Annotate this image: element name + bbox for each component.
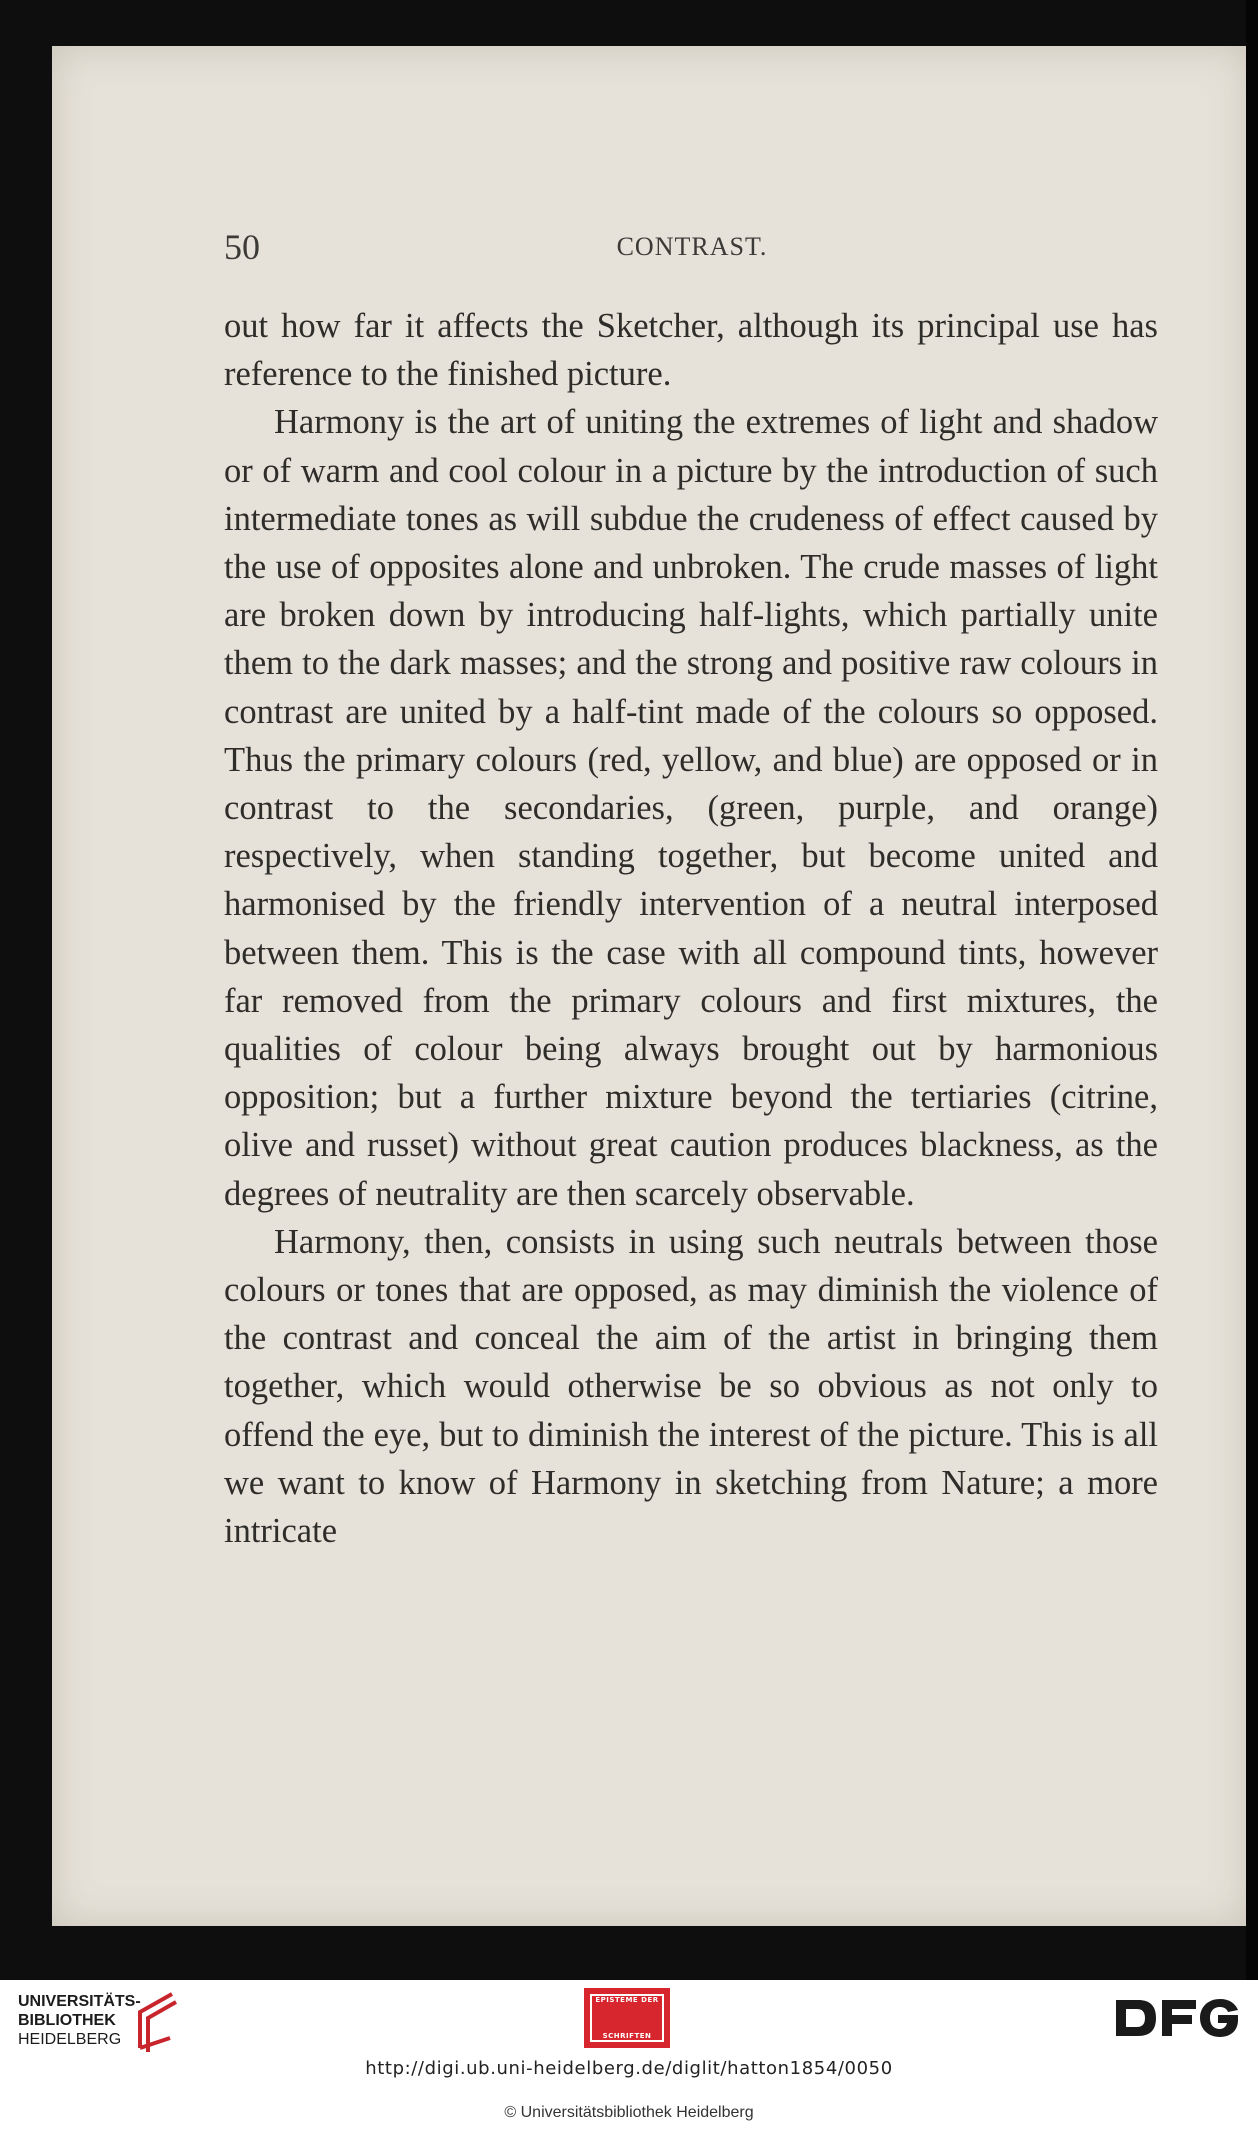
viewer-footer [0,1980,1258,2132]
university-library-logo[interactable] [18,1990,188,2060]
library-name [18,1992,141,2049]
red-seal-logo-icon[interactable] [584,1988,670,2048]
dfg-logo-icon[interactable] [1112,1996,1242,2040]
paragraph-1: out how far it affects the Sketcher, although its principal use has reference to the finished picture. [224,307,1158,394]
body-text [224,302,1158,1555]
copyright-notice: © Universitätsbibliothek Heidelberg [504,2104,754,2121]
library-mark-icon [132,1990,182,2056]
running-head: CONTRAST. [616,232,768,261]
paragraph-2: Harmony is the art of uniting the extremes of light and shadow or of warm and cool colour in a picture by the introduction of such intermediate tones as will subdue the crudeness of effect caused by the use of opposites alone and unbroken. The crude masses of light are broken down by introducing half-lights, which partially unite them to the dark masses; and the strong and positive raw colours in contrast are united by a half-tint made of the colours so opposed. Thus the primary colours (red, yellow, and blue) are opposed or in contrast to the secondaries, (green, purple, and orange) respectively, when standing together, but become united and harmonised by the friendly intervention of a neutral interposed between them. This is the case with all compound tints, however far removed from the primary colours and first mixtures, the qualities of colour being always brought out by harmonious opposition; but a further mixture beyond the tertiaries (citrine, olive and russet) without great caution produces blackness, as the degrees of neutrality are then scarcely observable. [224,403,1158,1213]
library-name-line-2: BIBLIOTHEK [18,2012,116,2029]
library-name-line-1: UNIVERSITÄTS- [18,1993,141,2010]
seal-text-bottom: SCHRIFTEN [602,2032,652,2040]
permalink-url[interactable]: http://digi.ub.uni-heidelberg.de/diglit/hatton1854/0050 [365,2058,893,2079]
page-header [224,226,1160,266]
page-edge [1246,0,1258,1980]
seal-text-top: EPISTEME DER [595,1996,659,2004]
library-name-line-3: HEIDELBERG [18,2031,122,2048]
paragraph-3: Harmony, then, consists in using such neutrals between those colours or tones that are opposed, as may diminish the violence of the contrast and conceal the aim of the artist in bringing them together, which would otherwise be so obvious as not only to offend the eye, but to diminish the interest of the picture. This is all we want to know of Harmony in sketching from Nature; a more intricate [224,1222,1158,1551]
page-number: 50 [224,227,260,267]
